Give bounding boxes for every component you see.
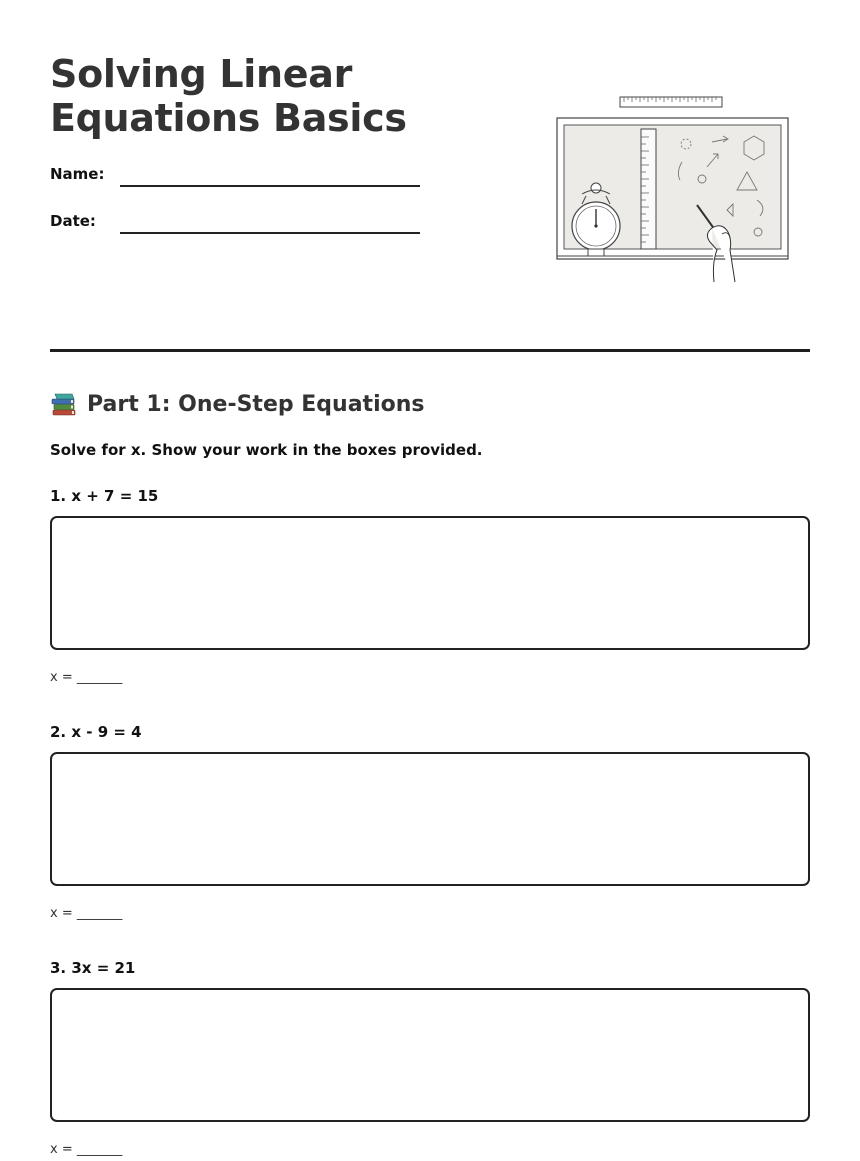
name-line[interactable] <box>120 185 420 187</box>
books-icon <box>50 390 78 418</box>
section-title: Part 1: One-Step Equations <box>87 391 425 417</box>
date-label: Date: <box>50 212 96 230</box>
date-field-row <box>50 212 420 236</box>
answer-blank[interactable]: x = _______ <box>50 1142 123 1157</box>
problem-label: 1. x + 7 = 15 <box>50 487 159 505</box>
instructions-text: Solve for x. Show your work in the boxes provided. <box>50 441 483 459</box>
date-line[interactable] <box>120 232 420 234</box>
problem-label: 2. x - 9 = 4 <box>50 723 142 741</box>
name-field-row <box>50 165 420 189</box>
chalkboard-illustration <box>552 92 792 287</box>
section-heading <box>50 388 425 420</box>
answer-blank[interactable]: x = _______ <box>50 670 123 685</box>
work-box[interactable] <box>50 988 810 1122</box>
vertical-ruler-icon <box>641 129 656 249</box>
answer-blank[interactable]: x = _______ <box>50 906 123 921</box>
ruler-icon <box>620 97 722 107</box>
header-divider <box>50 349 810 352</box>
work-box[interactable] <box>50 752 810 886</box>
name-label: Name: <box>50 165 105 183</box>
work-box[interactable] <box>50 516 810 650</box>
worksheet-title: Solving Linear Equations Basics <box>50 52 407 140</box>
problem-label: 3. 3x = 21 <box>50 959 136 977</box>
